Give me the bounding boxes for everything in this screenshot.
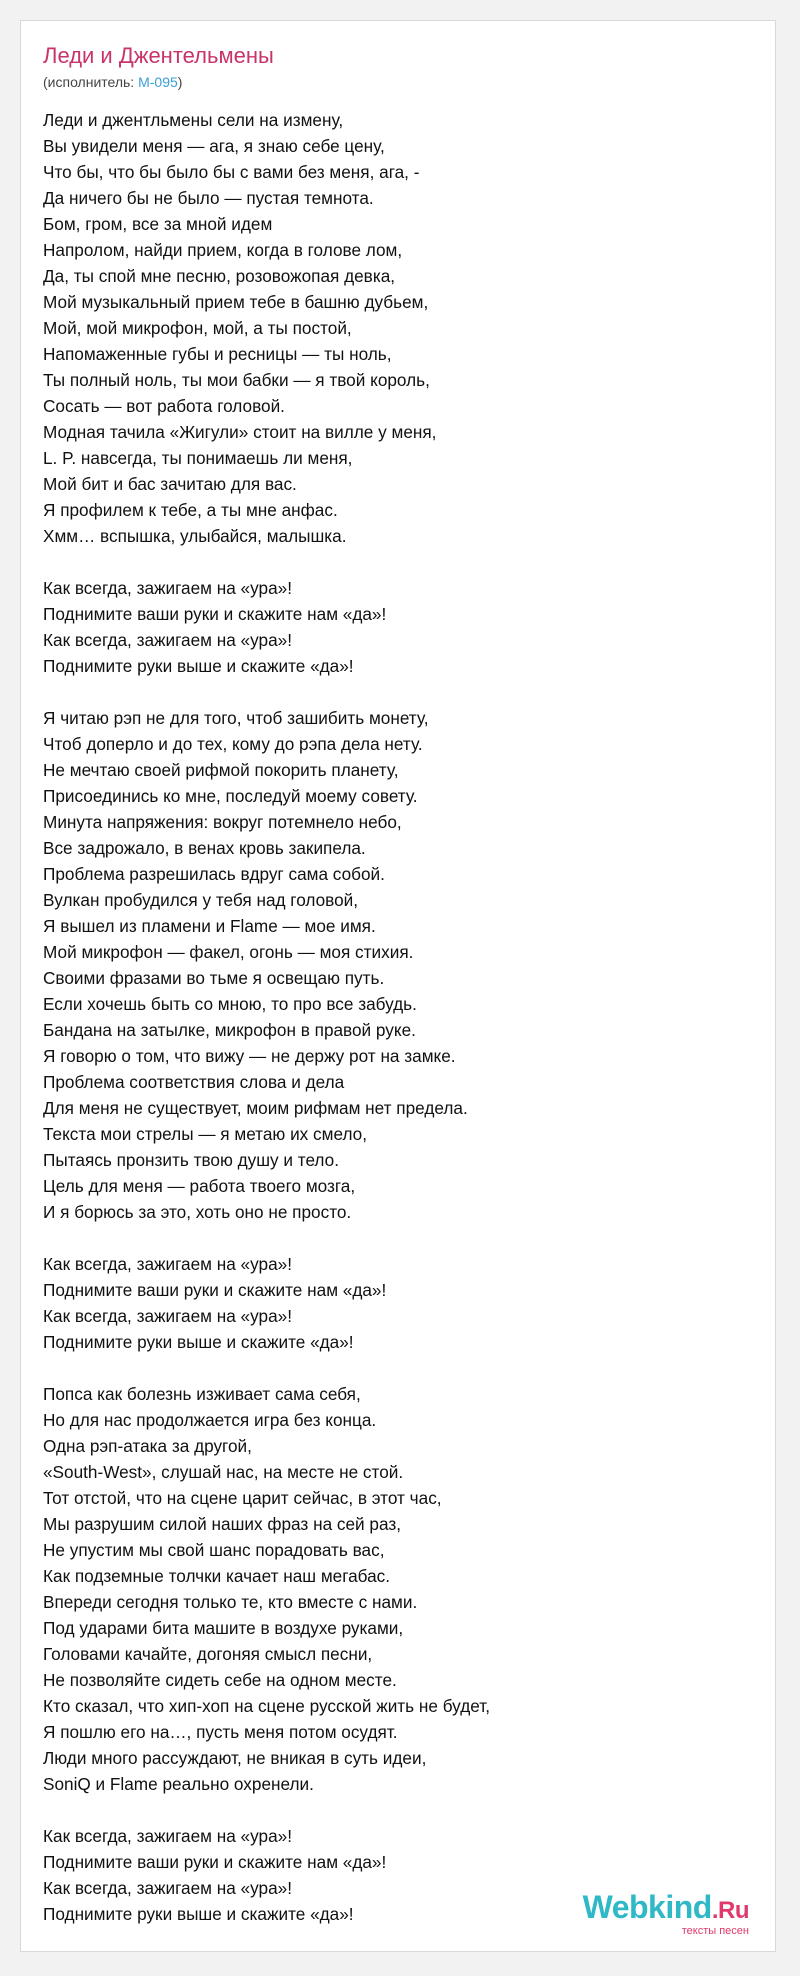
- lyric-line: Как всегда, зажигаем на «ура»!: [43, 1826, 292, 1846]
- lyric-line: Но для нас продолжается игра без конца.: [43, 1410, 377, 1430]
- lyric-line: Тот отстой, что на сцене царит сейчас, в этот час,: [43, 1488, 442, 1508]
- lyric-line: Как всегда, зажигаем на «ура»!: [43, 1306, 292, 1326]
- lyric-line: Я говорю о том, что вижу — не держу рот на замке.: [43, 1046, 456, 1066]
- lyric-line: Я вышел из пламени и Flame — мое имя.: [43, 916, 376, 936]
- lyric-line: Присоединись ко мне, последуй моему совету.: [43, 786, 418, 806]
- lyric-line: Поднимите ваши руки и скажите нам «да»!: [43, 604, 387, 624]
- lyric-line: Мой бит и бас зачитаю для вас.: [43, 474, 297, 494]
- lyric-line: Как подземные толчки качает наш мегабас.: [43, 1566, 391, 1586]
- lyric-line: Все задрожало, в венах кровь закипела.: [43, 838, 366, 858]
- lyric-line: Поднимите ваши руки и скажите нам «да»!: [43, 1852, 387, 1872]
- lyrics-stanza: [43, 1381, 763, 1797]
- lyric-line: Проблема разрешилась вдруг сама собой.: [43, 864, 385, 884]
- lyrics-body: [43, 107, 763, 1953]
- lyric-line: Вы увидели меня — ага, я знаю себе цену,: [43, 136, 385, 156]
- lyric-line: Ты полный ноль, ты мои бабки — я твой король,: [43, 370, 430, 390]
- lyric-line: Не мечтаю своей рифмой покорить планету,: [43, 760, 399, 780]
- lyric-line: Как всегда, зажигаем на «ура»!: [43, 1878, 292, 1898]
- song-title: Леди и Джентельмены: [43, 43, 274, 68]
- lyric-line: Бом, гром, все за мной идем: [43, 214, 273, 234]
- lyric-line: Люди много рассуждают, не вникая в суть идеи,: [43, 1748, 427, 1768]
- lyric-line: Пытаясь пронзить твою душу и тело.: [43, 1150, 339, 1170]
- logo-subtitle: тексты песен: [681, 1925, 749, 1937]
- lyric-line: Как всегда, зажигаем на «ура»!: [43, 578, 292, 598]
- lyric-line: Мой музыкальный прием тебе в башню дубьем,: [43, 292, 429, 312]
- logo-ru: .Ru: [711, 1897, 749, 1924]
- lyric-line: Я пошлю его на…, пусть меня потом осудят.: [43, 1722, 398, 1742]
- performer-link[interactable]: M-095: [138, 74, 178, 90]
- lyric-line: Для меня не существует, моим рифмам нет предела.: [43, 1098, 468, 1118]
- lyric-line: Цель для меня — работа твоего мозга,: [43, 1176, 356, 1196]
- lyrics-card: [20, 20, 776, 1952]
- lyric-line: Напролом, найди прием, когда в голове лом,: [43, 240, 403, 260]
- lyric-line: Напомаженные губы и ресницы — ты ноль,: [43, 344, 392, 364]
- lyric-line: Бандана на затылке, микрофон в правой руке.: [43, 1020, 416, 1040]
- performer-suffix: ): [177, 74, 183, 90]
- lyric-line: Мой, мой микрофон, мой, а ты постой,: [43, 318, 352, 338]
- lyric-line: Своими фразами во тьме я освещаю путь.: [43, 968, 385, 988]
- lyric-line: И я борюсь за это, хоть оно не просто.: [43, 1202, 352, 1222]
- lyric-line: «South-West», слушай нас, на месте не стой.: [43, 1462, 404, 1482]
- lyric-line: Чтоб доперло и до тех, кому до рэпа дела нету.: [43, 734, 423, 754]
- lyric-line: Я читаю рэп не для того, чтоб зашибить монету,: [43, 708, 429, 728]
- lyrics-stanza: [43, 575, 763, 679]
- lyric-line: Поднимите ваши руки и скажите нам «да»!: [43, 1280, 387, 1300]
- lyric-line: Под ударами бита машите в воздухе руками,: [43, 1618, 404, 1638]
- performer-line: [43, 73, 182, 91]
- lyric-line: L. P. навсегда, ты понимаешь ли меня,: [43, 448, 353, 468]
- lyric-line: Вулкан пробудился у тебя над головой,: [43, 890, 359, 910]
- lyric-line: Я профилем к тебе, а ты мне анфас.: [43, 500, 338, 520]
- lyric-line: Поднимите руки выше и скажите «да»!: [43, 656, 354, 676]
- site-logo[interactable]: [583, 1891, 749, 1937]
- lyric-line: Головами качайте, догоняя смысл песни,: [43, 1644, 373, 1664]
- lyric-line: Мой микрофон — факел, огонь — моя стихия.: [43, 942, 414, 962]
- lyric-line: Одна рэп-атака за другой,: [43, 1436, 252, 1456]
- lyric-line: Сосать — вот работа головой.: [43, 396, 285, 416]
- lyric-line: Впереди сегодня только те, кто вместе с нами.: [43, 1592, 418, 1612]
- lyrics-stanza: [43, 107, 763, 549]
- lyric-line: Что бы, что бы было бы с вами без меня, ага, -: [43, 162, 420, 182]
- lyric-line: Поднимите руки выше и скажите «да»!: [43, 1904, 354, 1924]
- lyric-line: Поднимите руки выше и скажите «да»!: [43, 1332, 354, 1352]
- lyrics-stanza: [43, 1251, 763, 1355]
- lyrics-stanza: [43, 705, 763, 1225]
- logo-web: Web: [582, 1889, 649, 1925]
- logo-wordmark: [583, 1891, 749, 1927]
- lyric-line: SoniQ и Flame реально охренели.: [43, 1774, 314, 1794]
- lyric-line: Да ничего бы не было — пустая темнота.: [43, 188, 374, 208]
- lyric-line: Попса как болезнь изживает сама себя,: [43, 1384, 361, 1404]
- performer-prefix: (исполнитель:: [43, 74, 139, 90]
- lyric-line: Как всегда, зажигаем на «ура»!: [43, 1254, 292, 1274]
- lyric-line: Если хочешь быть со мною, то про все забудь.: [43, 994, 417, 1014]
- lyric-line: Хмм… вспышка, улыбайся, малышка.: [43, 526, 347, 546]
- lyric-line: Как всегда, зажигаем на «ура»!: [43, 630, 292, 650]
- lyric-line: Да, ты спой мне песню, розовожопая девка,: [43, 266, 396, 286]
- lyric-line: Кто сказал, что хип-хоп на сцене русской жить не будет,: [43, 1696, 490, 1716]
- lyric-line: Не позволяйте сидеть себе на одном месте.: [43, 1670, 397, 1690]
- logo-kind: kind: [648, 1889, 712, 1925]
- lyric-line: Минута напряжения: вокруг потемнело небо,: [43, 812, 402, 832]
- lyric-line: Мы разрушим силой наших фраз на сей раз,: [43, 1514, 402, 1534]
- lyric-line: Модная тачила «Жигули» стоит на вилле у меня,: [43, 422, 437, 442]
- lyric-line: Текста мои стрелы — я метаю их смело,: [43, 1124, 368, 1144]
- lyric-line: Леди и джентльмены сели на измену,: [43, 110, 344, 130]
- lyric-line: Проблема соответствия слова и дела: [43, 1072, 345, 1092]
- lyric-line: Не упустим мы свой шанс порадовать вас,: [43, 1540, 385, 1560]
